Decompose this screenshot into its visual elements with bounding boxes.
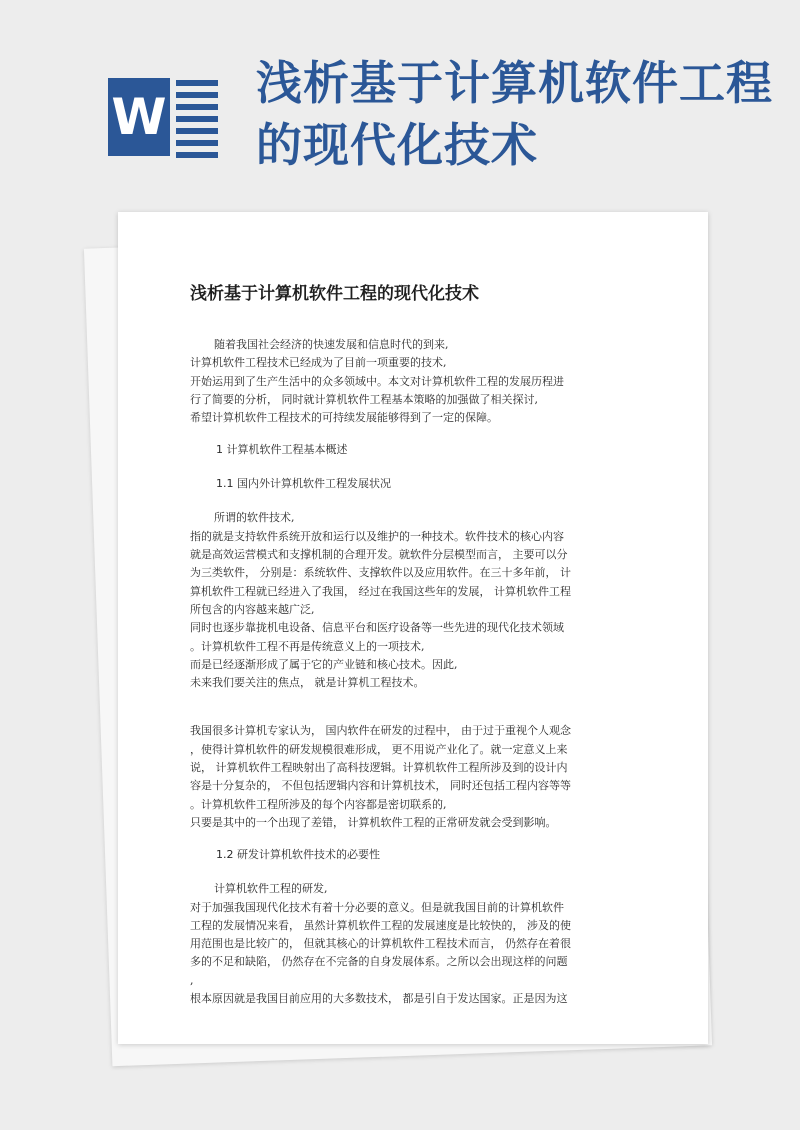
paragraph-software-technology: [190, 509, 630, 692]
document-title: 浅析基于计算机软件工程的现代化技术: [190, 284, 479, 304]
paragraph-line: 根本原因就是我国目前应用的大多数技术， 都是引自于发达国家。正是因为这: [190, 992, 568, 1006]
paragraph-line: ,: [190, 973, 194, 987]
paragraph-necessity: [190, 880, 630, 1008]
paragraph-line: 行了简要的分析， 同时就计算机软件工程基本策略的加强做了相关探讨,: [190, 392, 538, 406]
document-body: [190, 282, 630, 1008]
paragraph-line: 同时也逐步靠拢机电设备、信息平台和医疗设备等一些先进的现代化技术领域: [190, 621, 564, 635]
paragraph-line: 就是高效运营模式和支撑机制的合理开发。就软件分层模型而言， 主要可以分: [190, 548, 568, 562]
paragraph-expert-opinion: [190, 722, 630, 832]
paragraph-line: 计算机软件工程技术已经成为了目前一项重要的技术,: [190, 356, 447, 370]
paragraph-line: 用范围也是比较广的， 但就其核心的计算机软件工程技术而言， 仍然存在着很: [190, 937, 571, 951]
paragraph-line: 多的不足和缺陷， 仍然存在不完备的自身发展体系。之所以会出现这样的问题: [190, 955, 568, 969]
paragraph-line: 而是已经逐渐形成了属于它的产业链和核心技术。因此,: [190, 657, 458, 671]
paragraph-line: 随着我国社会经济的快速发展和信息时代的到来,: [214, 338, 449, 351]
paragraph-line: 希望计算机软件工程技术的可持续发展能够得到了一定的保障。: [190, 411, 498, 425]
paragraph-line: 计算机软件工程的研发,: [214, 882, 328, 896]
paragraph-line: 所包含的内容越来越广泛,: [190, 602, 315, 616]
section-heading-1-2: 1.2 研发计算机软件技术的必要性: [216, 848, 380, 862]
paragraph-line: ，使得计算机软件的研发规模很难形成， 更不用说产业化了。就一定意义上来: [190, 742, 568, 756]
paragraph-line: 指的就是支持软件系统开放和运行以及维护的一种技术。软件技术的核心内容: [190, 529, 564, 543]
paragraph-line: 对于加强我国现代化技术有着十分必要的意义。但是就我国目前的计算机软件: [190, 900, 564, 914]
section-heading-1-1: 1.1 国内外计算机软件工程发展状况: [216, 477, 391, 491]
paragraph-line: 只要是其中的一个出现了差错， 计算机软件工程的正常研发就会受到影响。: [190, 815, 557, 829]
document-page: [118, 212, 708, 1044]
paragraph-line: 算机软件工程就已经进入了我国， 经过在我国这些年的发展， 计算机软件工程: [190, 584, 571, 598]
paragraph-line: 工程的发展情况来看， 虽然计算机软件工程的发展速度是比较快的， 涉及的使: [190, 918, 571, 932]
intro-paragraph: [190, 336, 630, 427]
paragraph-line: 容是十分复杂的， 不但包括逻辑内容和计算机技术， 同时还包括工程内容等等: [190, 779, 571, 793]
paragraph-line: 我国很多计算机专家认为， 国内软件在研发的过程中， 由于过于重视个人观念: [190, 724, 571, 738]
paragraph-line: 为三类软件， 分别是：系统软件、支撑软件以及应用软件。在三十多年前， 计: [190, 566, 571, 580]
word-letter-tile: W: [108, 78, 170, 156]
paragraph-line: 开始运用到了生产生活中的众多领域中。本文对计算机软件工程的发展历程进: [190, 374, 564, 388]
word-document-icon: [108, 66, 220, 172]
banner-title: 浅析基于计算机软件工程的现代化技术: [256, 56, 773, 172]
paragraph-line: 说， 计算机软件工程映射出了高科技逻辑。计算机软件工程所涉及到的设计内: [190, 761, 568, 775]
document-lines-graphic: [176, 80, 218, 164]
paragraph-line: 所谓的软件技术,: [214, 511, 295, 525]
paragraph-line: 。计算机软件工程不再是传统意义上的一项技术,: [190, 639, 425, 653]
paragraph-line: 未来我们要关注的焦点， 就是计算机工程技术。: [190, 676, 425, 690]
paragraph-line: 。计算机软件工程所涉及的每个内容都是密切联系的,: [190, 797, 447, 811]
section-heading-1: 1 计算机软件工程基本概述: [216, 443, 348, 457]
